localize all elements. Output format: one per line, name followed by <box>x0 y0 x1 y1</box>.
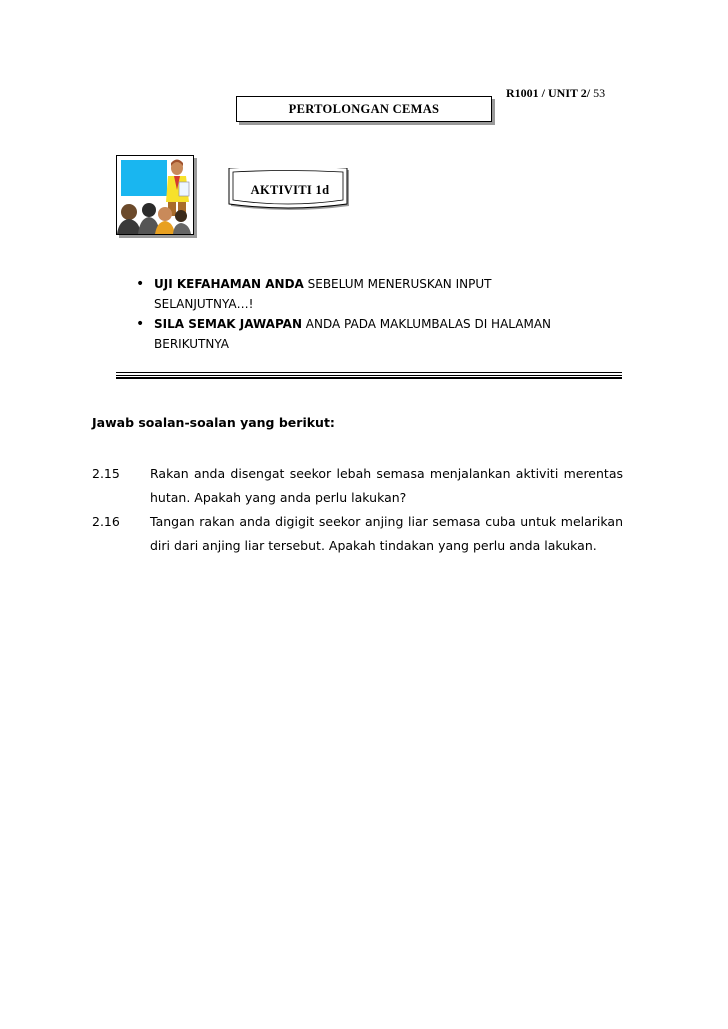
question-item <box>92 462 623 510</box>
activity-label: AKTIVITI 1d <box>250 182 330 197</box>
question-text: Tangan rakan anda digigit seekor anjing liar semasa cuba untuk melarikan diri dari anjing liar tersebut. Apakah tindakan yang perlu anda lakukan. <box>150 514 623 553</box>
page-reference <box>506 86 605 101</box>
unit-code: R1001 / UNIT 2/ <box>506 86 591 100</box>
bullet-item <box>132 274 554 314</box>
activity-box <box>228 168 352 212</box>
section-title: PERTOLONGAN CEMAS <box>288 101 440 116</box>
bullet-bold-text: SILA SEMAK JAWAPAN <box>154 317 302 331</box>
bullet-icon: • <box>136 276 145 292</box>
page-number: 53 <box>593 86 606 100</box>
bullet-bold-text: UJI KEFAHAMAN ANDA <box>154 277 304 291</box>
teacher-class-clipart <box>116 155 194 235</box>
question-item <box>92 510 623 558</box>
question-list <box>92 462 623 558</box>
instruction-heading: Jawab soalan-soalan yang berikut: <box>92 415 335 430</box>
teacher-presenting-icon <box>117 156 193 234</box>
bullet-text: SEBELUM MENERUSKAN INPUT SELANJUTNYA…! <box>154 277 492 311</box>
bullet-text: ANDA PADA MAKLUMBALAS DI HALAMAN BERIKUTNYA <box>154 317 552 351</box>
section-divider <box>116 372 622 379</box>
bullet-icon: • <box>136 316 145 332</box>
bullet-item <box>132 314 554 354</box>
question-text: Rakan anda disengat seekor lebah semasa menjalankan aktiviti merentas hutan. Apakah yang anda perlu lakukan? <box>150 466 623 505</box>
section-title-box <box>236 96 492 122</box>
question-number: 2.15 <box>92 466 120 481</box>
question-number: 2.16 <box>92 514 120 529</box>
instruction-bullets <box>132 274 554 354</box>
